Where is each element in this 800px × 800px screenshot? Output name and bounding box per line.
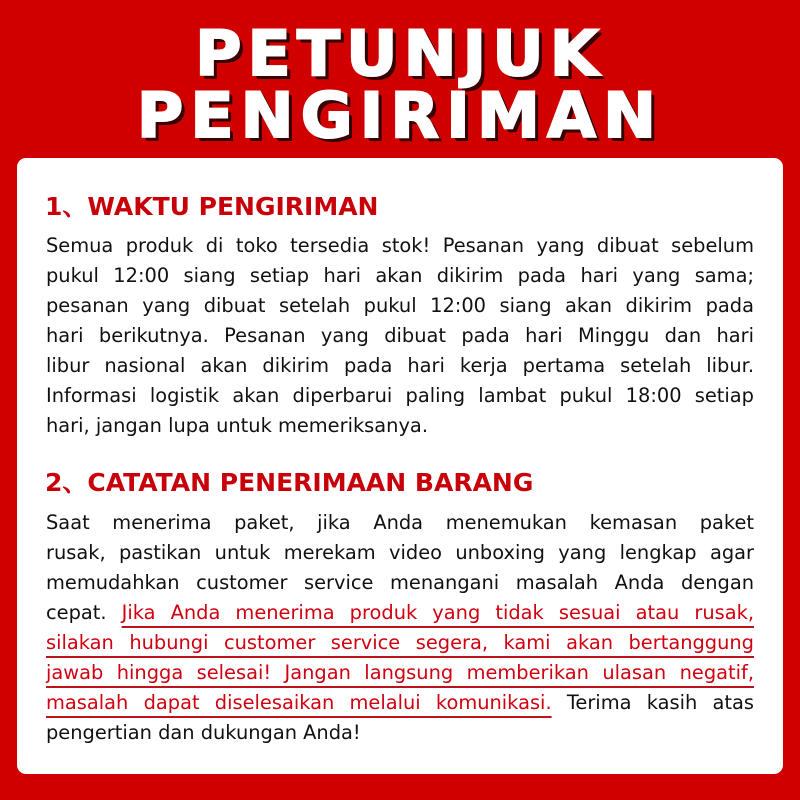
content-card — [17, 158, 783, 774]
section-heading-receiving-notes: 2、CATATAN PENERIMAAN BARANG — [45, 468, 534, 497]
section-heading-shipping-time: 1、WAKTU PENGIRIMAN — [45, 192, 379, 221]
section-body-receiving-notes — [46, 508, 754, 748]
plain-text: cepat. — [46, 601, 122, 624]
body-line: pukul 12:00 siang setiap hari akan dikirim pada hari yang sama; — [46, 264, 754, 287]
body-line: hari, jangan lupa untuk memeriksanya. — [46, 414, 428, 437]
highlighted-warning-text: Jika Anda menerima produk yang tidak sesuai atau rusak, — [121, 601, 754, 624]
highlighted-warning-line: jawab hingga selesai! Jangan langsung memberikan ulasan negatif, — [46, 661, 754, 684]
body-line: rusak, pastikan untuk merekam video unboxing yang lengkap agar — [46, 541, 754, 564]
body-line: hari berikutnya. Pesanan yang dibuat pada hari Minggu dan hari — [46, 324, 754, 347]
body-line: pesanan yang dibuat setelah pukul 12:00 siang akan dikirim pada — [46, 294, 754, 317]
page-title-line-1: PETUNJUK — [195, 17, 605, 90]
body-line-mixed — [46, 688, 754, 718]
body-line: pengertian dan dukungan Anda! — [46, 721, 361, 744]
highlighted-warning-line: silakan hubungi customer service segera, kami akan bertanggung — [46, 631, 754, 654]
highlighted-warning-text: masalah dapat diselesaikan melalui komunikasi. — [46, 691, 552, 714]
section-body-shipping-time — [46, 231, 754, 441]
body-line-mixed — [46, 598, 754, 628]
body-line: Saat menerima paket, jika Anda menemukan kemasan paket — [46, 511, 754, 534]
body-line: libur nasional akan dikirim pada hari kerja pertama setelah libur. — [46, 354, 754, 377]
plain-text: Terima kasih atas — [551, 691, 754, 714]
body-line: Semua produk di toko tersedia stok! Pesanan yang dibuat sebelum — [46, 234, 754, 257]
body-line: memudahkan customer service menangani masalah Anda dengan — [46, 571, 754, 594]
page-title-line-2: PENGIRIMAN — [136, 79, 664, 152]
body-line: Informasi logistik akan diperbarui paling lambat pukul 18:00 setiap — [46, 384, 754, 407]
